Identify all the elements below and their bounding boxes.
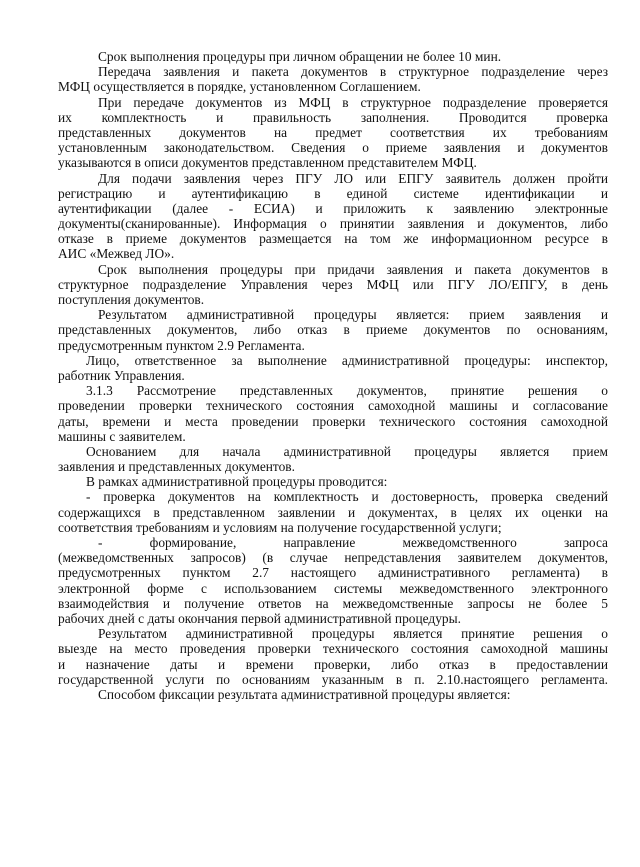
text-line: аутентификации (далее - ЕСИА) и приложить к заявлению электронные: [58, 200, 608, 216]
text-line: представленных документов, либо отказ в приеме документов по основаниям,: [58, 322, 608, 338]
text-line: и назначение даты и времени проверки, либо отказ в предоставлении: [58, 656, 608, 672]
text-line: поступления документов.: [58, 292, 205, 307]
text-line: их комплектность и правильность заполнения. Проводится проверка: [58, 109, 608, 125]
text-line: предусмотренным пунктом 2.9 Регламента.: [58, 337, 305, 353]
text-line: Срок выполнения процедуры при придачи заявления и пакета документов в: [98, 261, 608, 277]
text-line: рабочих дней с даты окончания первой административной процедуры.: [58, 610, 461, 626]
text-line: регистрацию и аутентификацию в единой системе идентификации и: [58, 185, 608, 201]
document-body: [58, 49, 608, 702]
text-line: Лицо, ответственное за выполнение административной процедуры: инспектор,: [86, 352, 608, 368]
text-line: взаимодействия и получение ответов на межведомственные запросы не более 5: [58, 595, 608, 611]
text-line: отказе в приеме документов размещается на том же информационном ресурсе в: [58, 231, 608, 247]
text-line: При передаче документов из МФЦ в структурное подразделение проверяется: [98, 94, 608, 110]
text-line: государственной услуги по основаниям указанным в п. 2.10.настоящего регламента.: [58, 671, 608, 687]
text-line: Результатом административной процедуры является принятие решения о: [98, 626, 608, 642]
text-line: Результатом административной процедуры является: прием заявления и: [98, 307, 608, 323]
text-line: Способом фиксации результата административной процедуры является:: [98, 686, 511, 702]
text-line: структурное подразделение Управления через МФЦ или ПГУ ЛО/ЕПГУ, в день: [58, 276, 608, 292]
text-line: В рамках административной процедуры проводится:: [86, 474, 388, 490]
text-line: заявления и представленных документов.: [58, 459, 295, 475]
text-line: электронной форме с использованием системы межведомственного электронного: [58, 580, 608, 596]
text-line: Срок выполнения процедуры при личном обращении не более 10 мин.: [98, 49, 502, 64]
text-line: даты, времени и места проведении проверки технического состояния самоходной: [58, 413, 608, 429]
text-line: указываются в описи документов представленном представителем МФЦ.: [58, 155, 477, 171]
text-line: (межведомственных запросов) (в случае непредставления заявителем документов,: [58, 550, 608, 566]
text-line: 3.1.3 Рассмотрение представленных документов, принятие решения о: [86, 383, 608, 399]
text-line: - формирование, направление межведомственного запроса: [98, 535, 608, 550]
text-line: документы(сканированные). Информация о принятии заявления и документов, либо: [58, 216, 608, 232]
text-line: Передача заявления и пакета документов в структурное подразделение через: [98, 64, 608, 80]
text-line: Для подачи заявления через ПГУ ЛО или ЕПГУ заявитель должен пройти: [98, 170, 608, 186]
text-line: установленным законодательством. Сведения о приеме заявления и документов: [58, 140, 608, 156]
text-line: Основанием для начала административной процедуры является прием: [86, 443, 608, 459]
text-line: проведении проверки технического состояния самоходной машины и согласование: [58, 398, 608, 414]
text-line: соответствия требованиям и условиям на получение государственной услуги;: [58, 519, 502, 535]
text-line: содержащихся в представленном заявлении и документах, в целях их оценки на: [58, 504, 608, 520]
text-line: МФЦ осуществляется в порядке, установленном Соглашением.: [58, 79, 421, 95]
text-line: - проверка документов на комплектность и достоверность, проверка сведений: [86, 489, 608, 505]
text-line: выезде на место проведения проверки технического состояния самоходной машины: [58, 641, 608, 657]
text-line: предусмотренных пунктом 2.7 настоящего административного регламента) в: [58, 565, 608, 581]
text-line: работник Управления.: [58, 367, 185, 383]
text-line: АИС «Межвед ЛО».: [58, 246, 175, 262]
text-line: представленных документов на предмет соответствия их требованиям: [58, 124, 608, 140]
text-line: машины с заявителем.: [58, 428, 186, 444]
